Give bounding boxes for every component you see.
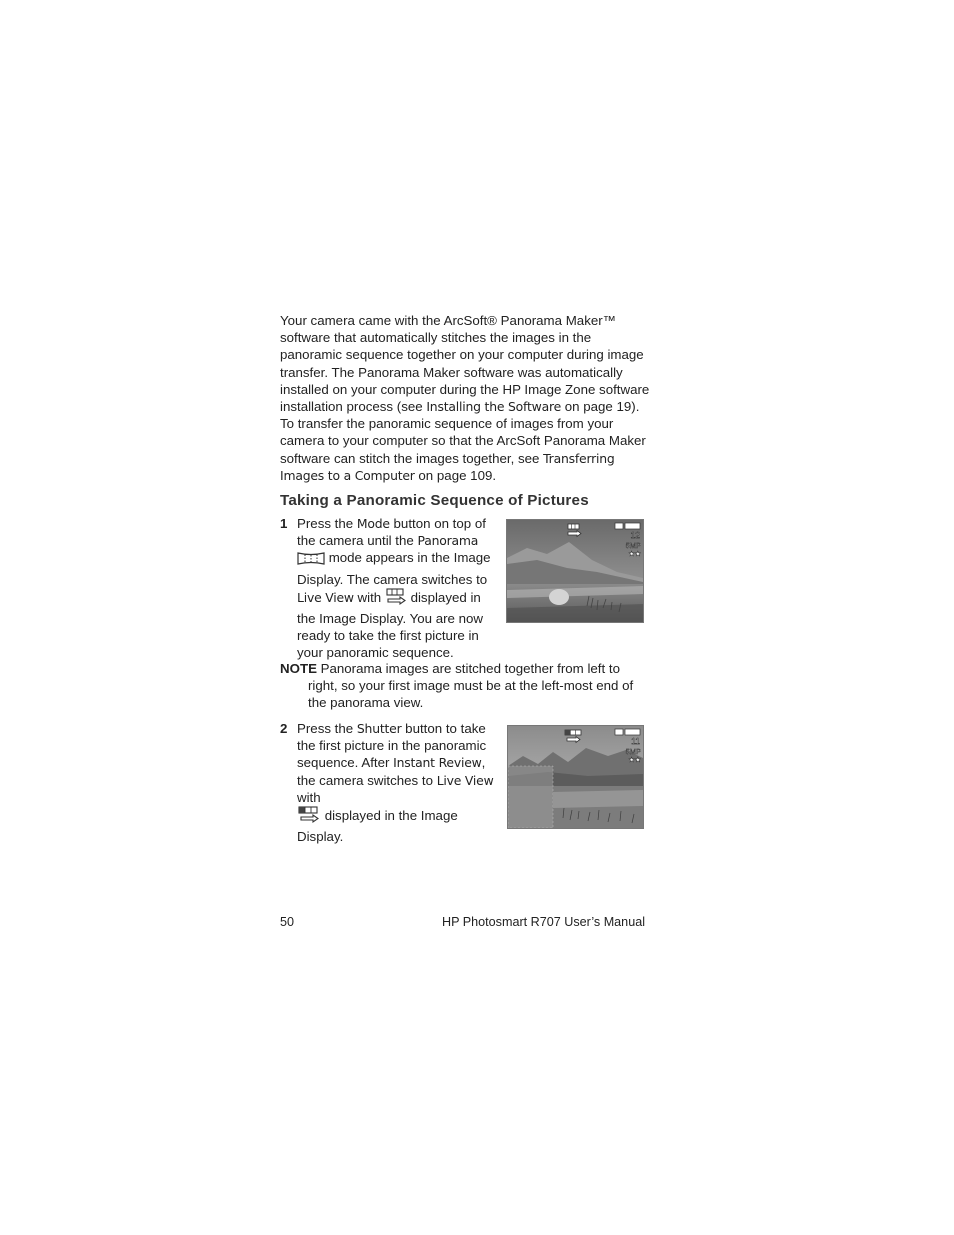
shots-remaining: 12 bbox=[630, 530, 640, 540]
resolution-indicator: 5MP bbox=[625, 541, 641, 550]
note-label: NOTE bbox=[280, 661, 317, 676]
shutter-button-label: Shutter bbox=[356, 721, 402, 736]
instant-review-label: Instant Review bbox=[393, 755, 482, 771]
note-paragraph bbox=[280, 660, 640, 712]
step-2-text: Press the Shutter button to take the first picture in the panoramic sequence. After Instant Review, the camera switches to Live View with displayed in the Image Display. bbox=[297, 721, 494, 845]
intro-paragraph bbox=[280, 312, 650, 484]
quality-stars: ★★ bbox=[628, 550, 641, 558]
transferring-images-reference[interactable]: Transferring Images to a Computer bbox=[280, 450, 615, 483]
panorama-label: Panorama bbox=[417, 533, 479, 549]
installing-software-reference[interactable]: Installing the Software bbox=[426, 399, 562, 415]
step-number: 2 bbox=[280, 721, 288, 736]
panorama-start-icon bbox=[385, 588, 407, 610]
intro-text-2: on page 19). To transfer the panoramic sequence of images from your camera to your computer so that the ArcSoft Panorama Maker software can stitch the images together, see bbox=[280, 399, 646, 466]
camera-display-photo-1 bbox=[506, 519, 644, 623]
panorama-mode-icon bbox=[297, 551, 325, 570]
mode-button-label: Mode bbox=[356, 516, 390, 531]
live-view-label: Live View bbox=[436, 772, 494, 788]
memory-card-icon bbox=[615, 523, 623, 529]
battery-icon bbox=[625, 523, 640, 529]
page-number: 50 bbox=[280, 915, 295, 929]
section-heading: Taking a Panoramic Sequence of Pictures bbox=[280, 492, 589, 509]
step-1-text: Press the Mode button on top of the camera until the Panorama mode appears in the Image Display. The camera switches to Live View with displayed in the Image Display. You are now ready to take the first picture in your panoramic sequence. bbox=[297, 516, 491, 661]
quality-stars: ★★ bbox=[628, 756, 641, 764]
panorama-next-icon bbox=[297, 806, 321, 828]
note-text: Panorama images are stitched together from left to right, so your first image must be at the left-most end of the panorama view. bbox=[308, 661, 634, 711]
intro-text-1: Your camera came with the ArcSoft® Panorama Maker™ software that automatically stitches the images in the panoramic sequence together on your computer during image transfer. The Panorama Maker software was automatically installed on your computer during the HP Image Zone software installation process (see bbox=[280, 313, 650, 415]
battery-icon bbox=[625, 729, 640, 735]
step-number: 1 bbox=[280, 516, 288, 531]
memory-card-icon bbox=[615, 729, 623, 735]
camera-display-photo-2 bbox=[507, 725, 644, 829]
live-view-label: Live View bbox=[297, 589, 354, 605]
manual-title: HP Photosmart R707 User’s Manual bbox=[442, 915, 645, 929]
intro-text-3: on page 109. bbox=[414, 467, 497, 483]
resolution-indicator: 5MP bbox=[625, 747, 641, 756]
shots-remaining: 11 bbox=[631, 736, 640, 746]
